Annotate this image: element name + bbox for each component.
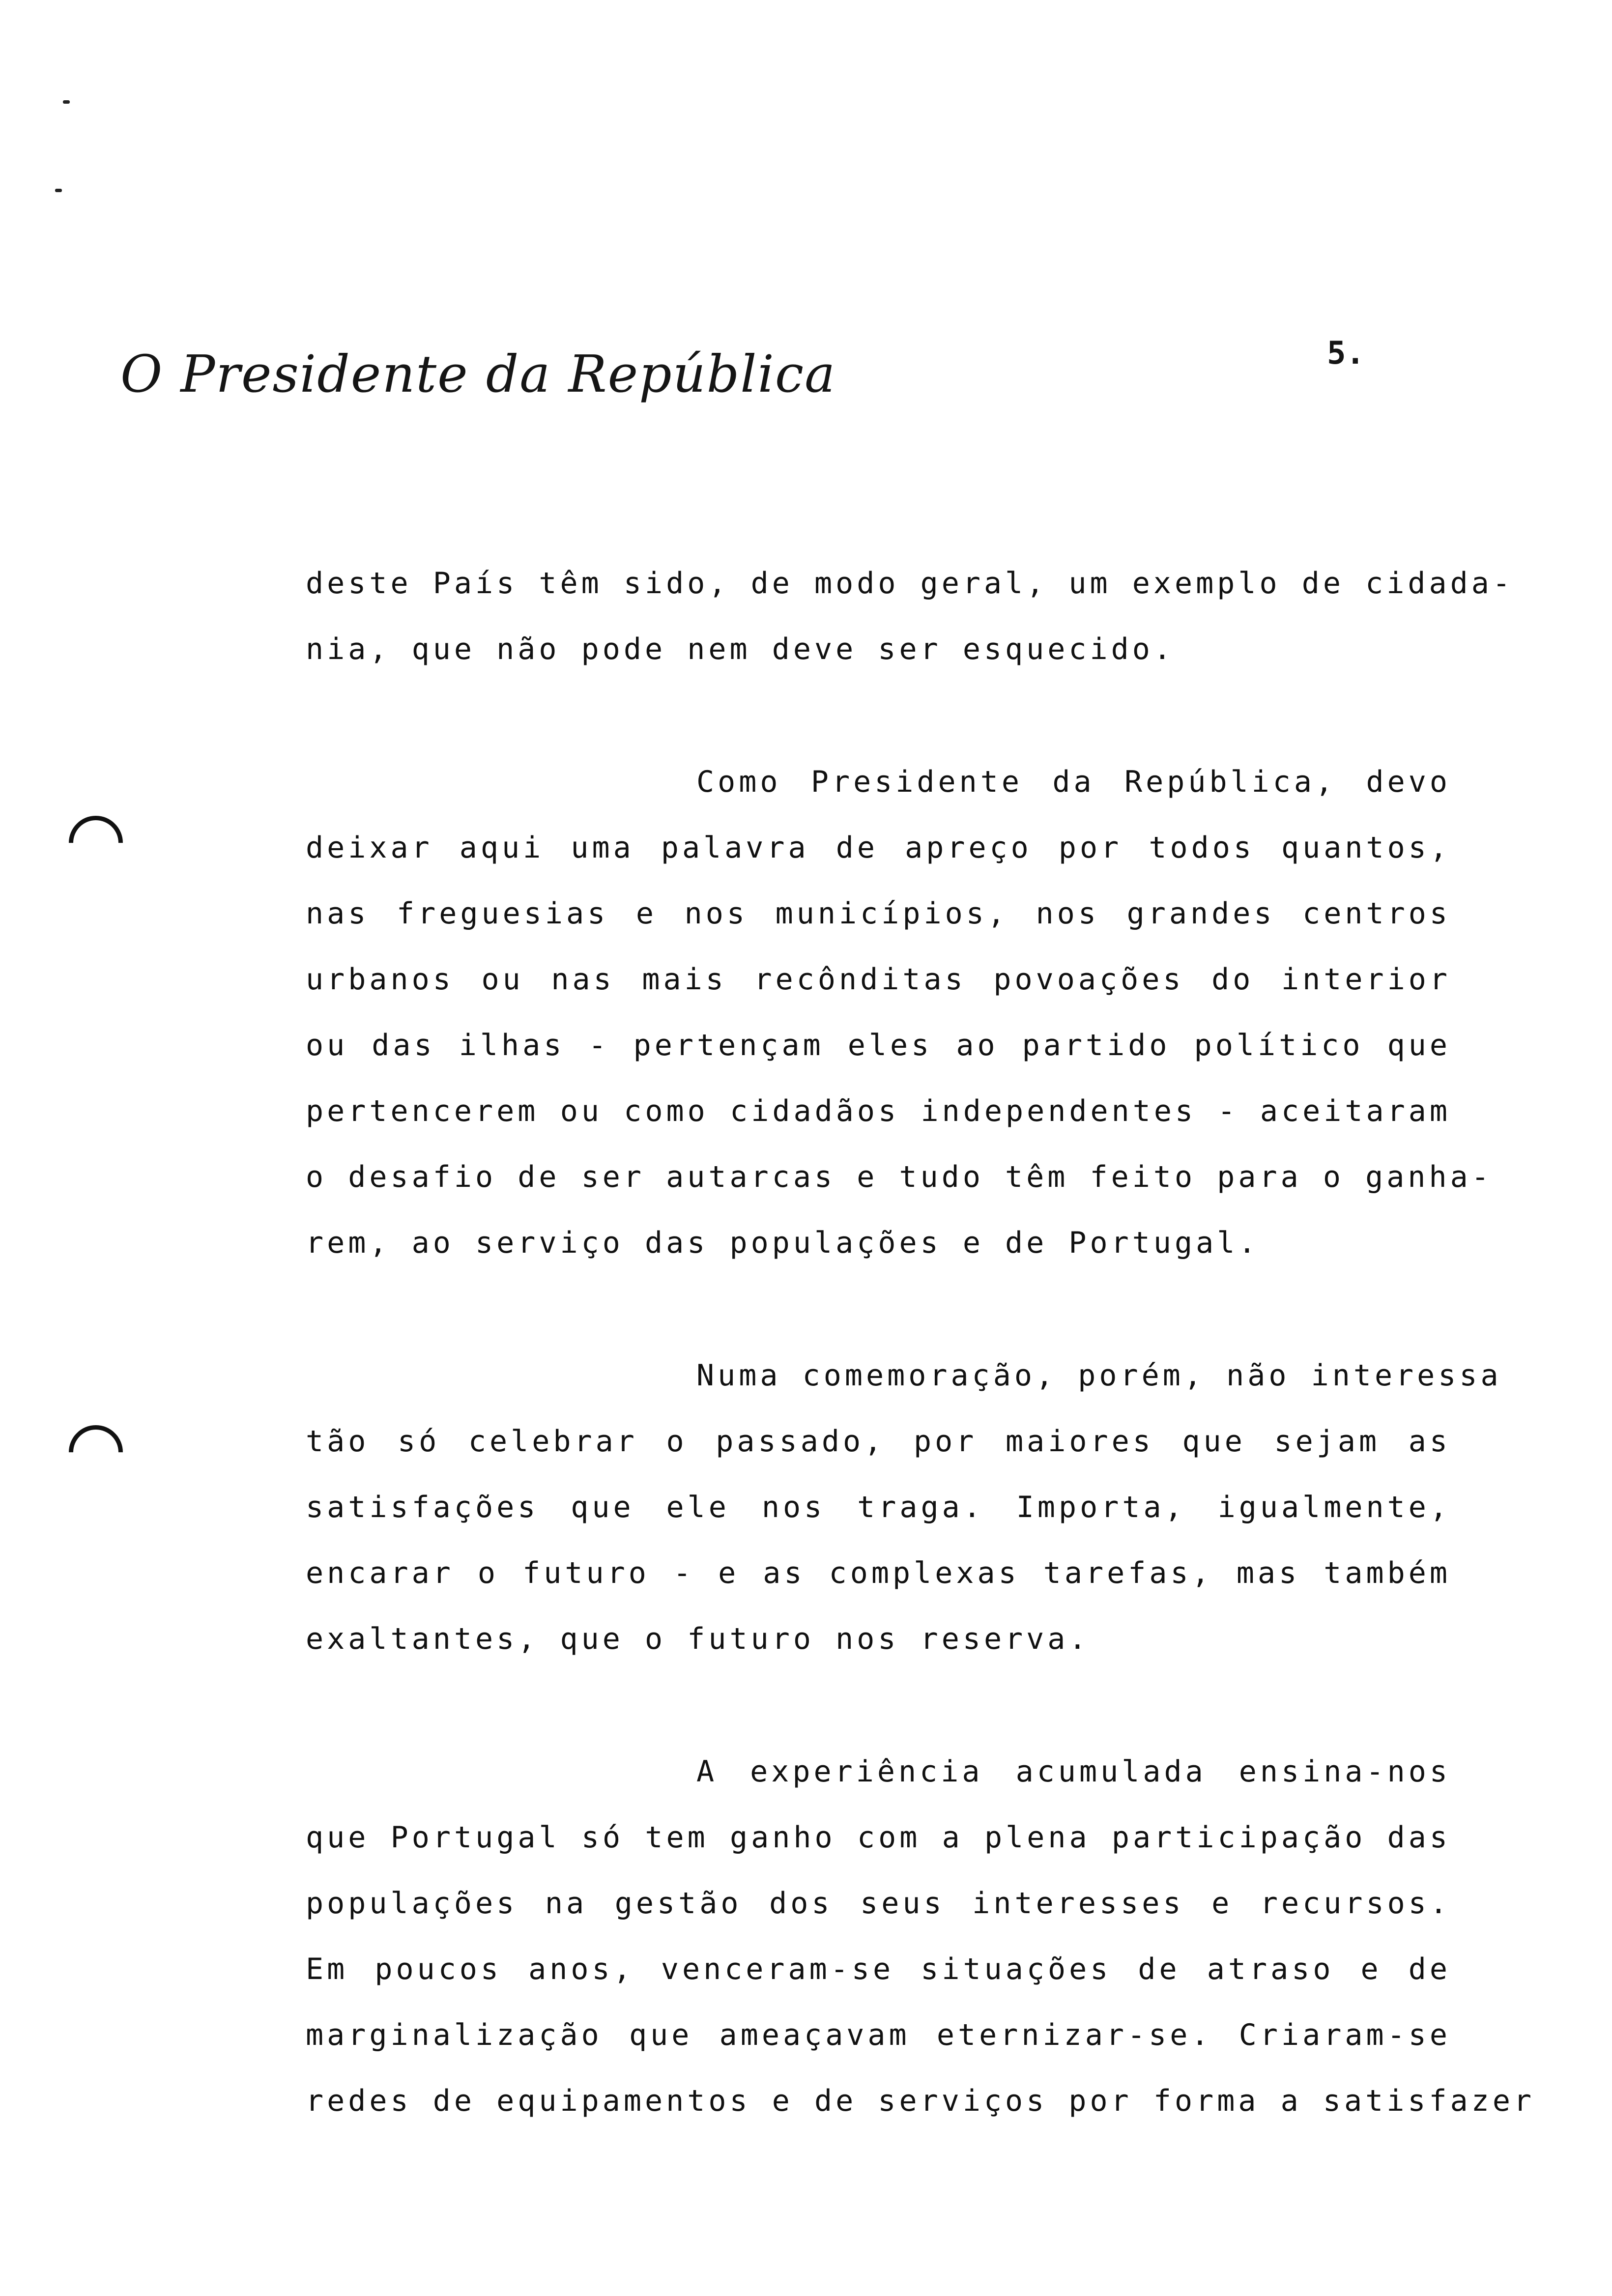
page-number: 5.: [1327, 335, 1365, 372]
text-line: A experiência acumulada ensina-nos: [696, 1754, 1451, 1789]
text-line: que Portugal só tem ganho com a plena participação das: [306, 1820, 1451, 1855]
text-line: marginalização que ameaçavam eternizar-se. Criaram-se: [306, 2018, 1451, 2052]
body-text: [306, 550, 1535, 2134]
text-line: encarar o futuro - e as complexas tarefas, mas também: [306, 1556, 1451, 1590]
paragraph-1: [306, 550, 1514, 682]
text-line: ou das ilhas - pertençam eles ao partido político que: [306, 1028, 1451, 1062]
text-line: rem, ao serviço das populações e de Portugal.: [306, 1226, 1260, 1260]
text-line: Como Presidente da República, devo: [696, 765, 1451, 799]
text-line: nas freguesias e nos municípios, nos grandes centros: [306, 896, 1451, 931]
letterhead: O Presidente da República: [120, 344, 836, 404]
text-line: Em poucos anos, venceram-se situações de atraso e de: [306, 1952, 1451, 1986]
scan-speck: [63, 100, 70, 104]
text-line: deste País têm sido, de modo geral, um exemplo de cidada-: [306, 566, 1514, 601]
text-line: tão só celebrar o passado, por maiores que sejam as: [306, 1424, 1451, 1459]
punch-hole-mark: [58, 1414, 134, 1491]
text-line: exaltantes, que o futuro nos reserva.: [306, 1622, 1090, 1656]
scan-speck: [55, 189, 62, 192]
text-line: redes de equipamentos e de serviços por forma a satisfazer: [306, 2084, 1535, 2118]
text-line: deixar aqui uma palavra de apreço por todos quantos,: [306, 831, 1451, 865]
text-line: satisfações que ele nos traga. Importa, igualmente,: [306, 1490, 1451, 1524]
paragraph-3: [306, 1343, 1502, 1672]
punch-hole-mark: [58, 804, 134, 881]
text-line: populações na gestão dos seus interesses e recursos.: [306, 1886, 1451, 1921]
text-line: urbanos ou nas mais recônditas povoações do interior: [306, 962, 1451, 997]
text-line: o desafio de ser autarcas e tudo têm feito para o ganha-: [306, 1160, 1493, 1194]
text-line: pertencerem ou como cidadãos independentes - aceitaram: [306, 1094, 1451, 1128]
paragraph-2: [306, 749, 1493, 1276]
paragraph-4: [306, 1739, 1535, 2134]
text-line: Numa comemoração, porém, não interessa: [696, 1358, 1502, 1393]
text-line: nia, que não pode nem deve ser esquecido.: [306, 632, 1175, 666]
